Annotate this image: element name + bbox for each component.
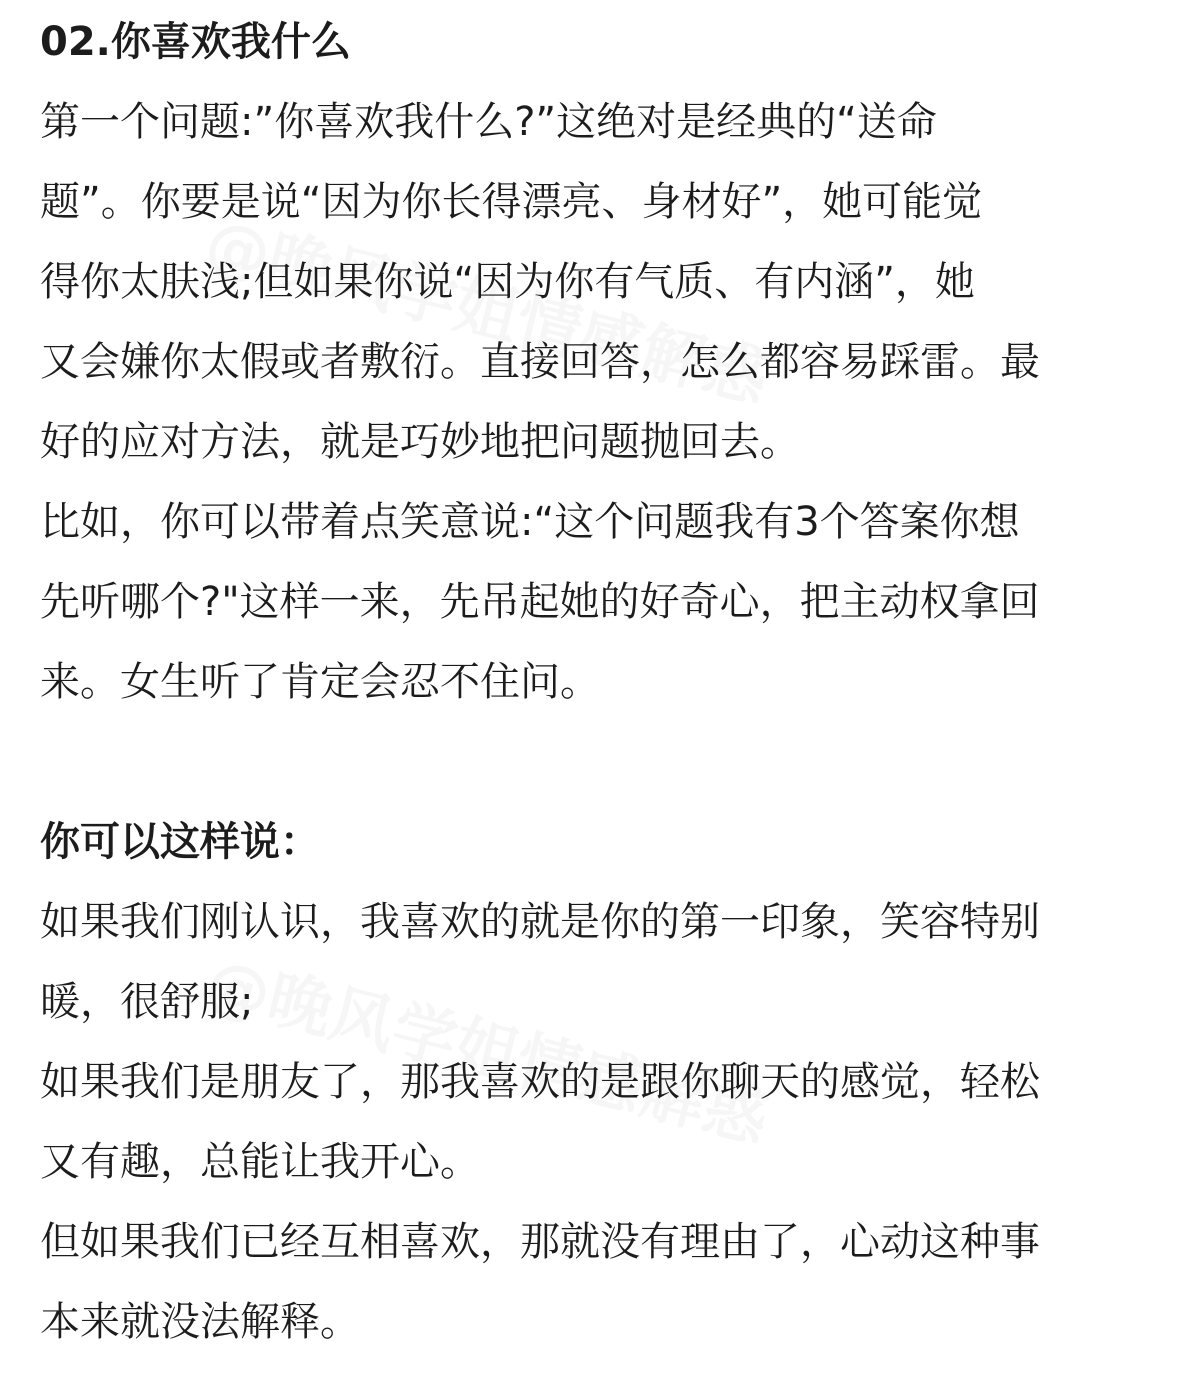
- text-line: 暖，很舒服;: [40, 979, 254, 1025]
- suggestion-paragraph-1: [40, 882, 1140, 1042]
- article: [40, 0, 1140, 1362]
- text-line: 但如果我们已经互相喜欢，那就没有理由了，心动这种事: [40, 1219, 1040, 1265]
- suggestion-paragraph-3: [40, 1202, 1140, 1362]
- text-line: 又有趣，总能让我开心。: [40, 1139, 480, 1185]
- text-line: 来。女生听了肯定会忍不住问。: [40, 659, 600, 705]
- section-title: 02.你喜欢我什么: [40, 19, 351, 65]
- text-line: 如果我们是朋友了，那我喜欢的是跟你聊天的感觉，轻松: [40, 1059, 1040, 1105]
- section-paragraph-1: [40, 82, 1140, 482]
- spacer: [40, 722, 1140, 802]
- suggestion-paragraph-2: [40, 1042, 1140, 1202]
- suggestion-title: 你可以这样说：: [40, 819, 320, 865]
- section-paragraph-2: [40, 482, 1140, 722]
- text-line: 第一个问题:”你喜欢我什么?”这绝对是经典的“送命: [40, 99, 937, 145]
- text-line: 得你太肤浅;但如果你说“因为你有气质、有内涵”，她: [40, 259, 975, 305]
- text-line: 好的应对方法，就是巧妙地把问题抛回去。: [40, 419, 800, 465]
- text-line: 又会嫌你太假或者敷衍。直接回答，怎么都容易踩雷。最: [40, 339, 1040, 385]
- text-line: 题”。你要是说“因为你长得漂亮、身材好”，她可能觉: [40, 179, 983, 225]
- text-line: 本来就没法解释。: [40, 1299, 360, 1345]
- text-line: 比如，你可以带着点笑意说:“这个问题我有3个答案你想: [40, 499, 1020, 545]
- text-line: 先听哪个?"这样一来，先吊起她的好奇心，把主动权拿回: [40, 579, 1040, 625]
- text-line: 如果我们刚认识，我喜欢的就是你的第一印象，笑容特别: [40, 899, 1040, 945]
